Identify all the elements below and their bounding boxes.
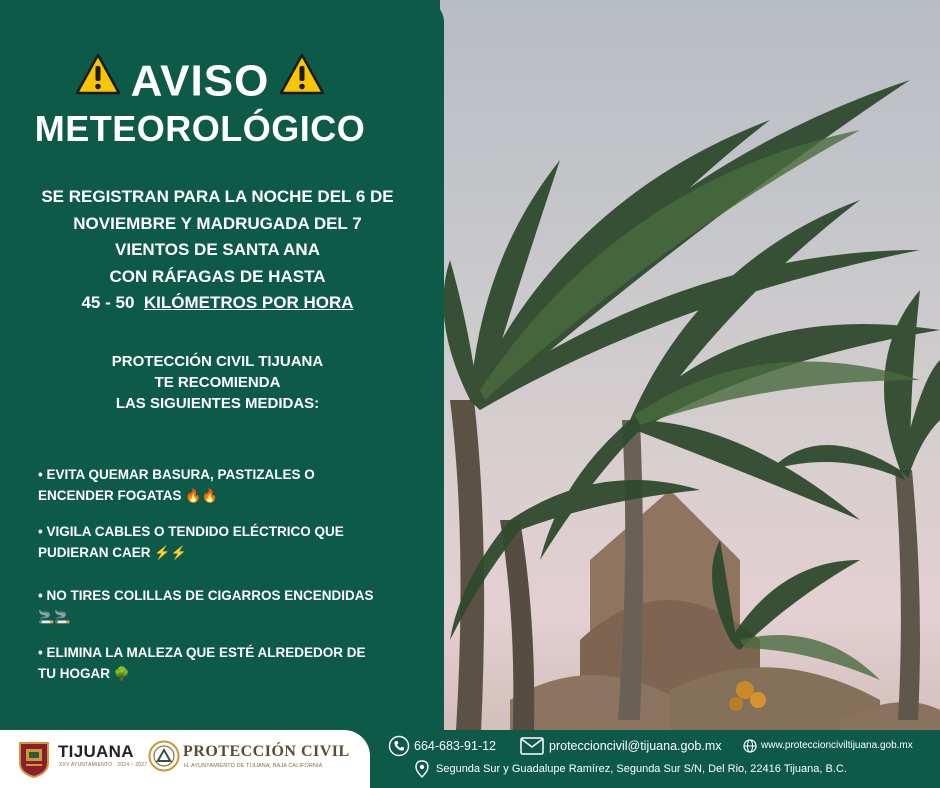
proteccion-civil-logo-icon <box>148 740 180 777</box>
warning-icon <box>75 52 121 110</box>
wind-speed: 45 - 50 <box>81 293 135 312</box>
tijuana-logo-icon <box>14 739 54 784</box>
palm-trees-photo <box>440 0 940 788</box>
page-title <box>0 50 400 110</box>
measure-line <box>38 485 408 506</box>
measure-line <box>38 542 408 563</box>
notice-panel <box>0 0 444 730</box>
tijuana-logo-subtext: XXV AYUNTAMIENTO · 2024 – 2027 <box>59 762 148 768</box>
fire-icon: 🔥🔥 <box>185 488 218 503</box>
recommendation-heading <box>30 351 405 414</box>
measure-line: • ELIMINA LA MALEZA QUE ESTÉ ALREDEDOR DE <box>38 645 366 660</box>
intro-line: VIENTOS DE SANTA ANA <box>115 240 320 259</box>
list-item <box>38 521 408 563</box>
website-link[interactable]: www.proteccionciviltijuana.gob.mx <box>761 740 913 751</box>
list-item <box>38 642 408 684</box>
measure-text: PUDIERAN CAER <box>38 545 151 560</box>
location-icon <box>415 760 429 781</box>
tree-icon: 🌳 <box>113 666 130 681</box>
warning-icon <box>279 52 325 110</box>
measure-line <box>38 663 408 684</box>
speed-unit: KILÓMETROS POR HORA <box>143 293 354 312</box>
measure-line <box>38 606 408 627</box>
page-subtitle: METEOROLÓGICO <box>34 108 366 149</box>
lightning-icon: ⚡⚡ <box>154 545 187 560</box>
phone-icon <box>388 735 410 760</box>
intro-speed-line <box>10 290 425 317</box>
proteccion-civil-logo-text: PROTECCIÓN CIVIL <box>183 743 350 760</box>
intro-line: CON RÁFAGAS DE HASTA <box>109 266 326 286</box>
list-item <box>38 464 408 506</box>
palm-trees-illustration <box>440 0 940 788</box>
measure-text: ENCENDER FOGATAS <box>38 488 182 503</box>
reco-line: PROTECCIÓN CIVIL TIJUANA <box>111 353 324 370</box>
footer-contacts <box>370 730 940 788</box>
list-item <box>38 585 408 627</box>
globe-icon <box>743 739 757 756</box>
intro-line: NOVIEMBRE Y MADRUGADA DEL 7 <box>73 213 362 233</box>
reco-line: LAS SIGUIENTES MEDIDAS: <box>115 395 320 412</box>
footer-logos <box>0 730 370 788</box>
mail-icon <box>520 737 544 758</box>
proteccion-civil-logo-subtext: H. AYUNTAMIENTO DE TIJUANA, BAJA CALIFORNIA <box>184 763 323 769</box>
intro-line: SE REGISTRAN PARA LA NOCHE DEL 6 DE <box>41 187 394 206</box>
phone-number[interactable]: 664-683-91-12 <box>414 739 497 753</box>
address-text: Segunda Sur y Guadalupe Ramírez, Segunda Sur S/N, Del Rio, 22416 Tijuana, B.C. <box>436 763 847 775</box>
measure-line: • VIGILA CABLES O TENDIDO ELÉCTRICO QUE <box>38 524 344 539</box>
measure-text: TU HOGAR <box>38 666 110 681</box>
title-text: AVISO <box>130 56 270 106</box>
measure-line: • NO TIRES COLILLAS DE CIGARROS ENCENDIDAS <box>38 588 374 603</box>
intro-text <box>10 184 425 317</box>
email-link[interactable]: proteccioncivil@tijuana.gob.mx <box>549 739 722 753</box>
reco-line: TE RECOMIENDA <box>154 374 281 391</box>
measure-line: • EVITA QUEMAR BASURA, PASTIZALES O <box>38 467 315 482</box>
tijuana-logo-text: TIJUANA <box>58 742 134 761</box>
cigarette-icon: 🚬🚬 <box>38 609 71 624</box>
